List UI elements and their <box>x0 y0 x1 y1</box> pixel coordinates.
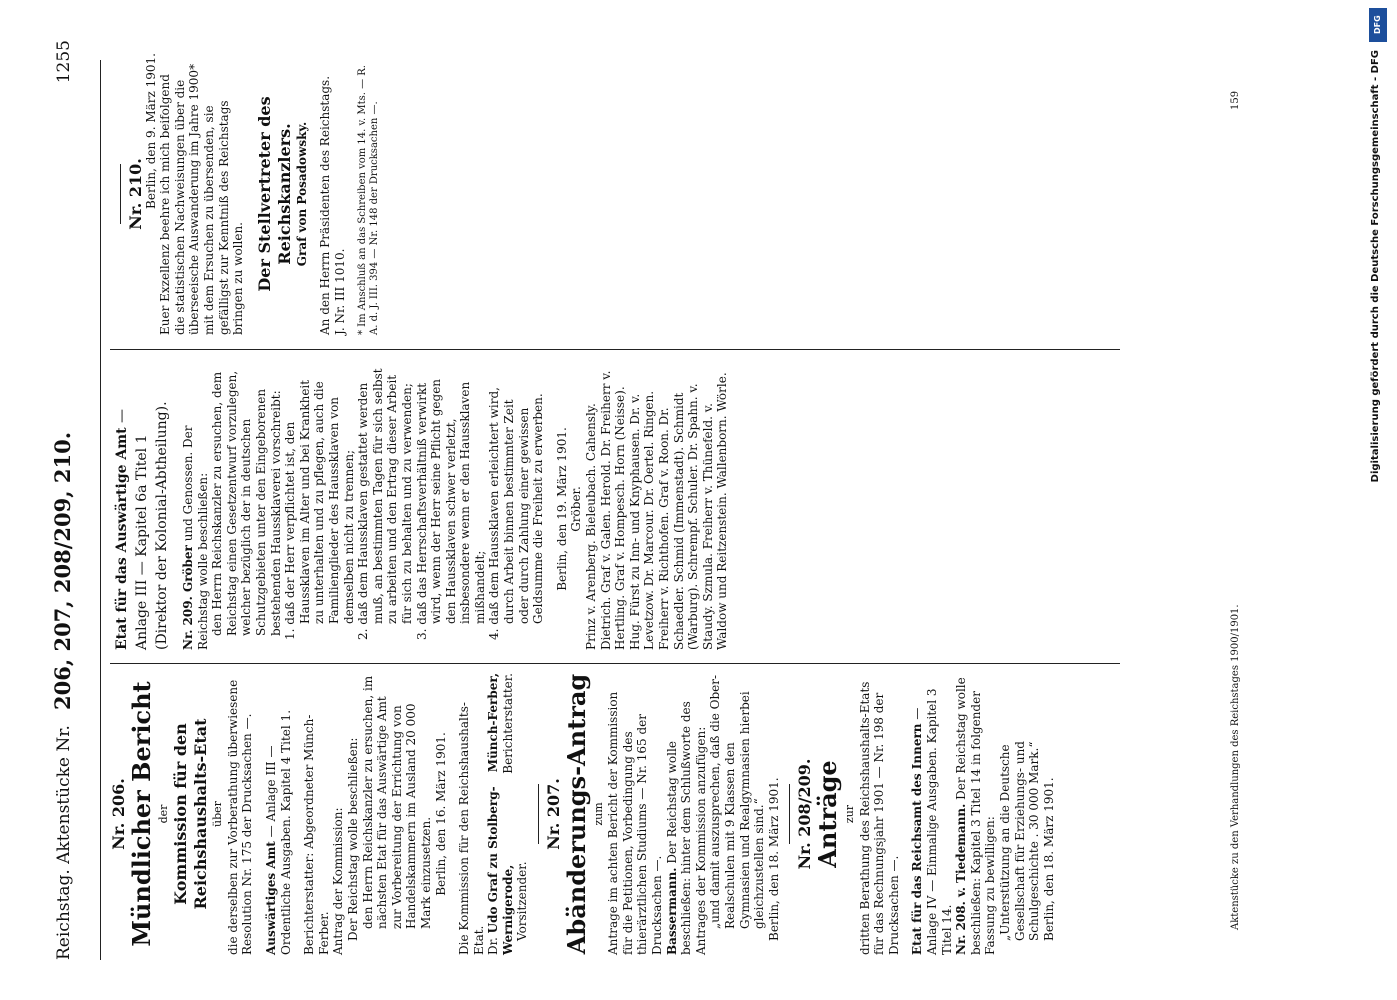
list-item: 1. daß der Herr verpflichtet ist, den Haussklaven im Alter und bei Krankheit zu unterhalten und zu pflegen, auch die Familienglieder des Haussklaven von demselben nicht zu trennen; <box>283 379 356 640</box>
nr-206-heading: Nr. 206. <box>109 778 128 850</box>
nr-208-209-heading: Nr. 208/209. <box>795 758 815 870</box>
column-divider-1 <box>110 663 1120 664</box>
header-left: Reichstag. Aktenstücke Nr. <box>54 725 74 960</box>
title-antraege: Anträge <box>812 760 842 868</box>
antrag-line: Der Reichstag wolle beschließen: <box>345 737 360 941</box>
page-mark: 159 <box>1230 90 1241 110</box>
column-3 <box>112 53 381 335</box>
berichterstatter-line: Berichterstatter: Abgeordneter Münch-Ferber. <box>302 714 331 955</box>
word-zum: zum <box>591 802 605 826</box>
tiedemann-body: Der Reichstag wolle beschließen: Kapitel 3 Titel 14 in folgender Fassung zu bewilligen: <box>954 677 998 955</box>
etat-innern <box>910 673 954 955</box>
page-header <box>50 40 80 960</box>
tiedemann-name: Nr. 208. v. Tiedemann. <box>954 803 969 955</box>
antrag-text: den Herrn Reichskanzler zu ersuchen, im nächsten Etat für das Auswärtige Amt zur Vorbereitung der Errichtung von Handelskammern im Ausland 20 000 Mark einzusetzen. <box>360 675 433 929</box>
bassermann-name: Bassermann. <box>664 867 679 955</box>
section-heading <box>264 673 293 955</box>
word-der: der <box>156 804 170 824</box>
signatories: Prinz v. Arenberg. Bieleubach. Cahensly. Dietrich. Graf v. Galen. Herold. Dr. Freiherr v. Hertling. Graf v. Hompesch. Horn (Neisse). Hug. Fürst zu Inn- und Knyphausen. Dr. v. Levetzow. Dr. Marcour. Dr. Oertel. Ringen. Freiherr v. Richthofen. Graf v. Roon. Dr. Schaedler. Schmid (Immenstadt). Schmidt (Warburg). Schrempf. Schuler. Dr. Spahn. v. Staudy. Szmula. Freiherr v. Thünefeld. v. Waldow und Reitzenstein. Wallenborn. Wörle. <box>584 370 730 650</box>
column-divider-2 <box>110 349 1120 350</box>
list-item: 3. daß das Herrschaftsverhältniß verwirkt wird, wenn der Herr seine Pflicht gegen den Haussklaven schwer verletzt, insbesondere wenn er den Haussklaven mißhandelt; <box>414 378 487 640</box>
dfg-funding-note: Digitalisierung gefördert durch die Deutsche Forschungsgemeinschaft - DFG <box>1370 50 1381 483</box>
signer-groeber: Gröber. <box>569 486 584 532</box>
journal-number: J. Nr. III 1010. <box>332 248 347 335</box>
etat-innern-rest: — Anlage IV — Einmalige Ausgaben. Kapitel 3 Titel 14. <box>910 688 954 955</box>
nr-209-text: und Genossen. Der Reichstag wolle beschließen: <box>181 425 210 650</box>
sig-right-role: Berichterstatter. <box>500 673 515 774</box>
signature-left <box>486 774 530 955</box>
column-2 <box>112 368 730 650</box>
date-208: Berlin, den 18. März 1901. <box>1041 777 1056 941</box>
sig-left-prefix: Dr. <box>486 933 501 955</box>
word-zur: zur <box>842 804 856 824</box>
title-muendlicher-bericht: Mündlicher Bericht <box>126 681 156 947</box>
separator-rule <box>789 784 790 844</box>
rotated-page-content <box>0 10 1397 990</box>
title-abaenderungs-antrag: Abänderungs-Antrag <box>561 673 591 955</box>
date-209: Berlin, den 19. März 1901. <box>554 427 569 591</box>
graf-posadowsky: Graf von Posadowsky. <box>294 121 309 267</box>
text-207: Antrage im achten Bericht der Kommission für die Petitionen, Vorbedingung des thierärztlichen Studiums — Nr. 165 der Drucksachen —. <box>606 691 665 955</box>
an-praesidenten: An den Herrn Präsidenten des Reichstags. <box>318 75 333 335</box>
quote-207: „und damit auszusprechen, daß die Ober-Realschulen mit 9 Klassen den Gymnasien und Realgymnasien hierbei gleichzustellen sind.“ <box>708 674 767 929</box>
antrag-label: Antrag der Kommission: <box>331 807 346 955</box>
list-item: 4. daß dem Haussklaven erleichtert wird, durch Arbeit binnen bestimmter Zeit oder durch Zahlung einer gewissen Geldsumme die Freiheit zu erwerben. <box>487 387 546 640</box>
intro-text: die derselben zur Vorberathung überwiesene Resolution Nr. 175 der Drucksachen —. <box>225 679 255 955</box>
word-ueber: über <box>211 801 225 827</box>
footer-note: Aktenstücke zu den Verhandlungen des Reichstages 1900/1901. <box>1230 604 1241 930</box>
nr-209-line <box>181 368 210 650</box>
sig-left-name: Udo Graf zu Stolberg-Wernigerode, <box>486 786 515 955</box>
date-206: Berlin, den 16. März 1901. <box>433 732 448 896</box>
column-1 <box>109 673 1056 955</box>
list-item: 2. daß dem Haussklaven gestattet werden muß, an bestimmten Tagen für sich selbst zu arbeiten und den Ertrag dieser Arbeit für sich zu behalten und zu verwenden; <box>356 368 414 640</box>
bassermann-body: Der Reichstag wolle beschließen: hinter dem Schlußworte des Antrages der Kommission anzufügen: <box>664 701 708 955</box>
nr-209-bold: Nr. 209. Gröber <box>181 545 195 650</box>
etat-auswaertiges-rest: — Anlage III — Kapitel 6a Titel 1 (Direktor der Kolonial-Abtheilung). <box>114 401 170 650</box>
sig-left-role: Vorsitzender. <box>515 861 530 941</box>
nr-210-heading: Nr. 210. <box>126 158 145 230</box>
separator-rule <box>538 784 539 844</box>
section-heading-rest: — Anlage III — Ordentliche Ausgaben. Kapitel 4 Titel 1. <box>263 709 293 955</box>
footnote: * Im Anschluß an das Schreiben vom 14. v. Mts. — R. A. d. J. III. 394 — Nr. 148 der Drucksachen —. <box>356 65 380 335</box>
sig-right-name: Münch-Ferber, <box>486 673 501 773</box>
section-heading-bold: Auswärtiges Amt <box>263 841 278 955</box>
header-document-numbers: 206, 207, 208/209, 210. <box>50 431 75 710</box>
tiedemann-text <box>954 673 998 955</box>
separator-rule <box>120 164 121 224</box>
kommission-title: Kommission für den Reichshaushalts-Etat <box>171 718 211 910</box>
intro-209: den Herrn Reichskanzler zu ersuchen, dem Reichstag einen Gesetzentwurf vorzulegen, welcher bezüglich der in deutschen Schutzgebieten unter den Eingeborenen bestehenden Haussklaverei vorschreibt: <box>210 370 283 636</box>
etat-auswaertiges-bold: Etat für das Auswärtige Amt <box>114 427 130 650</box>
text-210: Euer Exzellenz beehre ich mich beifolgend die statistischen Nachweisungen über die überseeische Auswanderung im Jahre 1900* mit dem Ersuchen zu übersenden, sie gefälligst zur Kenntniß des Reichstags bringen zu wollen. <box>158 63 246 335</box>
date-207: Berlin, den 18. März 1901. <box>766 777 781 941</box>
etat-innern-bold: Etat für das Reichsamt des Innern <box>910 723 925 955</box>
stellvertreter: Der Stellvertreter des Reichskanzlers. <box>254 96 294 292</box>
dfg-logo: DFG <box>1369 8 1387 42</box>
etat-auswaertiges <box>112 368 172 650</box>
nr-207-heading: Nr. 207. <box>544 778 564 850</box>
dfg-sidebar <box>1360 0 1397 1000</box>
text-208: dritten Berathung des Reichshaushalts-Etats für das Rechnungsjahr 1901 — Nr. 198 der Drucksachen —. <box>857 681 901 955</box>
signature-right <box>486 673 530 774</box>
signature-row <box>486 673 530 955</box>
header-rule <box>100 60 101 960</box>
bassermann-text <box>665 673 709 955</box>
page-number: 1255 <box>54 40 74 84</box>
kommission-signature: Die Kommission für den Reichshaushalts-Etat. <box>457 702 486 955</box>
date-210: Berlin, den 9. März 1901. <box>143 53 158 209</box>
quote-208: „Unterstützung an die Deutsche Gesellschaft für Erziehungs- und Schulgeschichte . 30 000 Mark.“ <box>997 741 1042 941</box>
